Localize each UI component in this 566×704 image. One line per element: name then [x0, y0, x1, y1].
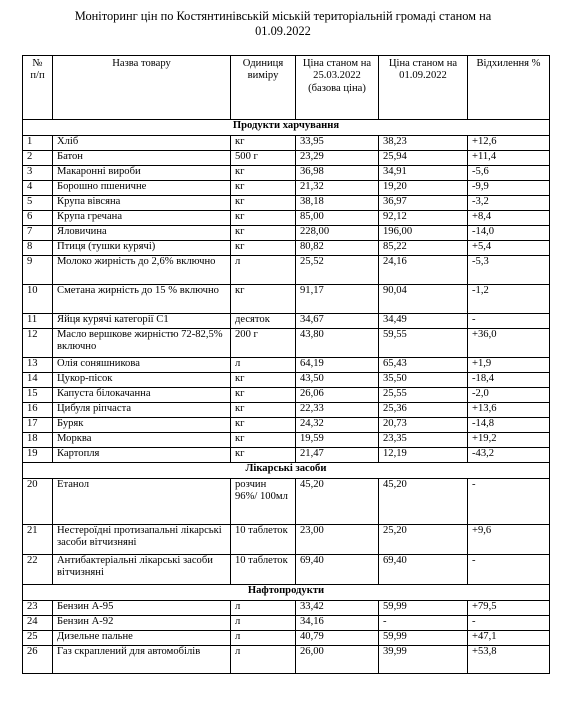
cell-deviation: -14,0	[468, 226, 550, 241]
cell-product-name: Етанол	[53, 479, 231, 525]
header-price-now: Ціна станом на 01.09.2022	[379, 56, 468, 120]
cell-num: 24	[23, 616, 53, 631]
cell-price-base: 33,95	[296, 136, 379, 151]
cell-unit: кг	[231, 388, 296, 403]
cell-price-base: 85,00	[296, 211, 379, 226]
table-row	[23, 211, 550, 226]
table-row	[23, 151, 550, 166]
cell-deviation: +53,8	[468, 646, 550, 674]
cell-deviation: -	[468, 314, 550, 329]
price-table	[22, 55, 550, 674]
cell-price-base: 228,00	[296, 226, 379, 241]
table-row	[23, 433, 550, 448]
cell-product-name: Яловичина	[53, 226, 231, 241]
cell-price-base: 22,33	[296, 403, 379, 418]
cell-price-now: 59,99	[379, 601, 468, 616]
cell-unit: кг	[231, 373, 296, 388]
cell-unit: л	[231, 631, 296, 646]
cell-product-name: Крупа вівсяна	[53, 196, 231, 211]
cell-deviation: +36,0	[468, 329, 550, 358]
cell-price-base: 23,00	[296, 525, 379, 555]
cell-price-now: 25,55	[379, 388, 468, 403]
cell-price-base: 34,16	[296, 616, 379, 631]
cell-num: 10	[23, 285, 53, 314]
cell-price-base: 43,50	[296, 373, 379, 388]
cell-unit: л	[231, 358, 296, 373]
cell-price-now: 65,43	[379, 358, 468, 373]
table-row	[23, 314, 550, 329]
cell-price-base: 38,18	[296, 196, 379, 211]
cell-unit: кг	[231, 448, 296, 463]
cell-deviation: +5,4	[468, 241, 550, 256]
cell-unit: десяток	[231, 314, 296, 329]
cell-unit: кг	[231, 433, 296, 448]
cell-price-now: 19,20	[379, 181, 468, 196]
cell-deviation: -	[468, 479, 550, 525]
cell-price-now: 39,99	[379, 646, 468, 674]
cell-product-name: Масло вершкове жирністю 72-82,5% включно	[53, 329, 231, 358]
cell-unit: кг	[231, 166, 296, 181]
cell-num: 18	[23, 433, 53, 448]
title-line-2: 01.09.2022	[255, 24, 311, 38]
cell-product-name: Дизельне пальне	[53, 631, 231, 646]
cell-num: 19	[23, 448, 53, 463]
cell-product-name: Батон	[53, 151, 231, 166]
table-row	[23, 256, 550, 285]
table-row	[23, 418, 550, 433]
section-title: Лікарські засоби	[23, 463, 550, 479]
cell-price-base: 43,80	[296, 329, 379, 358]
cell-num: 6	[23, 211, 53, 226]
cell-num: 8	[23, 241, 53, 256]
cell-product-name: Буряк	[53, 418, 231, 433]
cell-price-base: 19,59	[296, 433, 379, 448]
header-num: № п/п	[23, 56, 53, 120]
cell-num: 9	[23, 256, 53, 285]
cell-unit: кг	[231, 181, 296, 196]
cell-deviation: +12,6	[468, 136, 550, 151]
cell-deviation: +19,2	[468, 433, 550, 448]
cell-num: 21	[23, 525, 53, 555]
cell-price-now: 36,97	[379, 196, 468, 211]
cell-price-now: 34,49	[379, 314, 468, 329]
cell-unit: 200 г	[231, 329, 296, 358]
section-header-row	[23, 463, 550, 479]
cell-num: 15	[23, 388, 53, 403]
cell-price-now: 92,12	[379, 211, 468, 226]
cell-product-name: Молоко жирність до 2,6% включно	[53, 256, 231, 285]
table-row	[23, 403, 550, 418]
cell-unit: л	[231, 601, 296, 616]
cell-product-name: Бензин А-92	[53, 616, 231, 631]
cell-price-now: 90,04	[379, 285, 468, 314]
cell-deviation: +47,1	[468, 631, 550, 646]
cell-price-now: 59,55	[379, 329, 468, 358]
table-row	[23, 616, 550, 631]
cell-deviation: +11,4	[468, 151, 550, 166]
header-deviation: Відхилення %	[468, 56, 550, 120]
cell-unit: кг	[231, 211, 296, 226]
table-row	[23, 181, 550, 196]
cell-product-name: Макаронні вироби	[53, 166, 231, 181]
cell-price-now: -	[379, 616, 468, 631]
cell-num: 1	[23, 136, 53, 151]
cell-unit: кг	[231, 241, 296, 256]
cell-price-base: 21,47	[296, 448, 379, 463]
cell-deviation: +1,9	[468, 358, 550, 373]
table-row	[23, 358, 550, 373]
table-row	[23, 329, 550, 358]
cell-deviation: +8,4	[468, 211, 550, 226]
cell-num: 26	[23, 646, 53, 674]
cell-deviation: -	[468, 555, 550, 585]
cell-unit: л	[231, 256, 296, 285]
section-title: Нафтопродукти	[23, 585, 550, 601]
cell-num: 11	[23, 314, 53, 329]
cell-num: 23	[23, 601, 53, 616]
cell-product-name: Борошно пшеничне	[53, 181, 231, 196]
table-row	[23, 285, 550, 314]
cell-price-now: 25,20	[379, 525, 468, 555]
cell-num: 3	[23, 166, 53, 181]
cell-price-base: 33,42	[296, 601, 379, 616]
cell-price-now: 34,91	[379, 166, 468, 181]
section-header-row	[23, 585, 550, 601]
cell-deviation: +79,5	[468, 601, 550, 616]
cell-price-now: 45,20	[379, 479, 468, 525]
cell-unit: кг	[231, 403, 296, 418]
cell-price-base: 24,32	[296, 418, 379, 433]
cell-price-base: 69,40	[296, 555, 379, 585]
cell-product-name: Крупа гречана	[53, 211, 231, 226]
header-price-base: Ціна станом на 25.03.2022 (базова ціна)	[296, 56, 379, 120]
cell-price-base: 34,67	[296, 314, 379, 329]
cell-deviation: +13,6	[468, 403, 550, 418]
table-row	[23, 448, 550, 463]
table-row	[23, 555, 550, 585]
section-header-row	[23, 120, 550, 136]
cell-price-now: 23,35	[379, 433, 468, 448]
cell-product-name: Нестероїдні протизапальні лікарські засоби вітчизняні	[53, 525, 231, 555]
cell-unit: кг	[231, 418, 296, 433]
cell-product-name: Антибактеріальні лікарські засоби вітчизняні	[53, 555, 231, 585]
header-name: Назва товару	[53, 56, 231, 120]
cell-product-name: Капуста білокачанна	[53, 388, 231, 403]
cell-price-now: 85,22	[379, 241, 468, 256]
cell-deviation: -2,0	[468, 388, 550, 403]
table-row	[23, 373, 550, 388]
table-row	[23, 646, 550, 674]
cell-price-now: 20,73	[379, 418, 468, 433]
cell-unit: л	[231, 646, 296, 674]
cell-price-base: 64,19	[296, 358, 379, 373]
document-title	[0, 9, 566, 39]
cell-num: 16	[23, 403, 53, 418]
cell-unit: кг	[231, 226, 296, 241]
cell-price-now: 196,00	[379, 226, 468, 241]
cell-deviation: -	[468, 616, 550, 631]
cell-deviation: -18,4	[468, 373, 550, 388]
cell-unit: 500 г	[231, 151, 296, 166]
cell-unit: кг	[231, 196, 296, 211]
table-row	[23, 525, 550, 555]
table-row	[23, 166, 550, 181]
cell-price-now: 25,36	[379, 403, 468, 418]
cell-num: 2	[23, 151, 53, 166]
table-row	[23, 241, 550, 256]
cell-unit: кг	[231, 285, 296, 314]
cell-unit: кг	[231, 136, 296, 151]
title-line-1: Моніторинг цін по Костянтинівській міській територіальній громаді станом на	[74, 9, 492, 23]
cell-price-now: 25,94	[379, 151, 468, 166]
table-row	[23, 631, 550, 646]
cell-product-name: Птиця (тушки курячі)	[53, 241, 231, 256]
cell-price-base: 25,52	[296, 256, 379, 285]
cell-price-now: 35,50	[379, 373, 468, 388]
cell-unit: л	[231, 616, 296, 631]
cell-product-name: Морква	[53, 433, 231, 448]
cell-unit: розчин 96%/ 100мл	[231, 479, 296, 525]
cell-num: 20	[23, 479, 53, 525]
cell-unit: 10 таблеток	[231, 555, 296, 585]
cell-price-now: 69,40	[379, 555, 468, 585]
cell-deviation: -5,3	[468, 256, 550, 285]
cell-price-base: 21,32	[296, 181, 379, 196]
cell-num: 14	[23, 373, 53, 388]
cell-deviation: -43,2	[468, 448, 550, 463]
table-row	[23, 226, 550, 241]
cell-product-name: Бензин А-95	[53, 601, 231, 616]
cell-deviation: -1,2	[468, 285, 550, 314]
cell-product-name: Картопля	[53, 448, 231, 463]
cell-product-name: Олія соняшникова	[53, 358, 231, 373]
cell-price-base: 40,79	[296, 631, 379, 646]
cell-num: 5	[23, 196, 53, 211]
table-row	[23, 196, 550, 211]
cell-num: 13	[23, 358, 53, 373]
cell-price-base: 45,20	[296, 479, 379, 525]
cell-price-base: 36,98	[296, 166, 379, 181]
table-row	[23, 601, 550, 616]
table-row	[23, 136, 550, 151]
cell-num: 25	[23, 631, 53, 646]
cell-num: 4	[23, 181, 53, 196]
table-row	[23, 388, 550, 403]
cell-deviation: +9,6	[468, 525, 550, 555]
cell-num: 12	[23, 329, 53, 358]
table-header	[23, 56, 550, 120]
cell-product-name: Газ скраплений для автомобілів	[53, 646, 231, 674]
cell-product-name: Цукор-пісок	[53, 373, 231, 388]
cell-unit: 10 таблеток	[231, 525, 296, 555]
cell-product-name: Сметана жирність до 15 % включно	[53, 285, 231, 314]
cell-deviation: -14,8	[468, 418, 550, 433]
cell-price-now: 24,16	[379, 256, 468, 285]
cell-deviation: -9,9	[468, 181, 550, 196]
cell-deviation: -3,2	[468, 196, 550, 211]
cell-num: 17	[23, 418, 53, 433]
cell-product-name: Хліб	[53, 136, 231, 151]
cell-price-base: 23,29	[296, 151, 379, 166]
cell-num: 22	[23, 555, 53, 585]
cell-price-now: 59,99	[379, 631, 468, 646]
cell-price-now: 12,19	[379, 448, 468, 463]
table-row	[23, 479, 550, 525]
header-unit: Одиниця виміру	[231, 56, 296, 120]
cell-price-base: 91,17	[296, 285, 379, 314]
table-body	[23, 120, 550, 674]
cell-price-base: 80,82	[296, 241, 379, 256]
cell-num: 7	[23, 226, 53, 241]
cell-price-base: 26,00	[296, 646, 379, 674]
cell-price-now: 38,23	[379, 136, 468, 151]
cell-price-base: 26,06	[296, 388, 379, 403]
cell-product-name: Цибуля ріпчаста	[53, 403, 231, 418]
cell-product-name: Яйця курячі категорії С1	[53, 314, 231, 329]
section-title: Продукти харчування	[23, 120, 550, 136]
cell-deviation: -5,6	[468, 166, 550, 181]
